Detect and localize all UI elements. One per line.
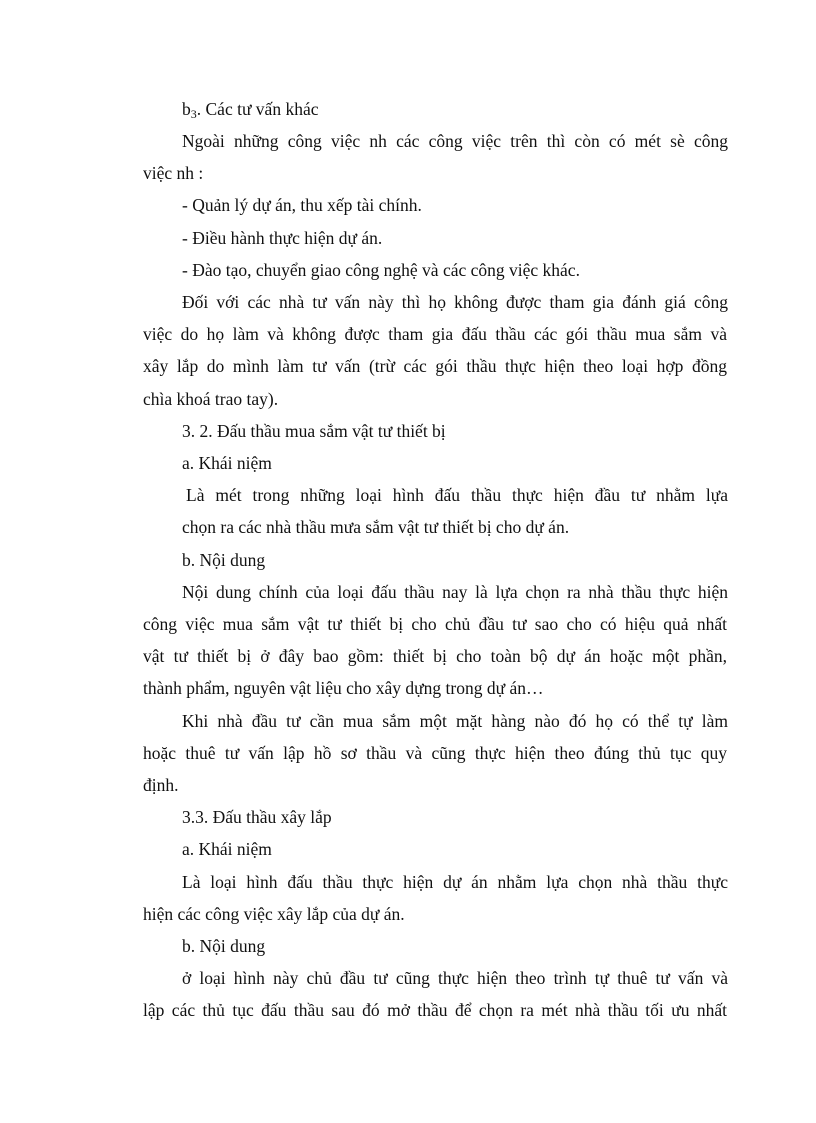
paragraph-line: thành phẩm, nguyên vật liệu cho xây dựng trong dự án… [143, 678, 544, 698]
bullet-item: - Điều hành thực hiện dự án. [182, 228, 383, 248]
heading-b3-prefix: b [182, 99, 191, 119]
section-3-2-title: 3. 2. Đấu thầu mua sắm vật tư thiết bị [182, 421, 446, 441]
section-3-2-a-heading: a. Khái niệm [182, 453, 272, 473]
section-3-3-b-heading: b. Nội dung [182, 936, 266, 956]
bullet-item: - Đào tạo, chuyển giao công nghệ và các công việc khác. [182, 260, 580, 280]
paragraph-line: hiện các công việc xây lắp của dự án. [143, 904, 405, 924]
heading-b3 [182, 98, 318, 120]
paragraph-line: Là loại hình đấu thầu thực hiện dự án nhằm lựa chọn nhà thầu thực [182, 872, 728, 892]
paragraph-line: công việc mua sắm vật tư thiết bị cho chủ đầu tư sao cho có hiệu quả nhất [143, 614, 727, 634]
paragraph-line: Là mét trong những loại hình đấu thầu thực hiện đầu tư nhằm lựa [186, 485, 728, 505]
section-3-3-a-heading: a. Khái niệm [182, 839, 272, 859]
paragraph-line: lập các thủ tục đấu thầu sau đó mở thầu để chọn ra mét nhà thầu tối ưu nhất [143, 1000, 727, 1020]
bullet-item: - Quản lý dự án, thu xếp tài chính. [182, 195, 422, 215]
paragraph-line: Khi nhà đầu tư cần mua sắm một mặt hàng nào đó họ có thể tự làm [182, 711, 728, 731]
heading-b3-text: . Các tư vấn khác [196, 99, 319, 119]
paragraph-line: vật tư thiết bị ở đây bao gồm: thiết bị cho toàn bộ dự án hoặc một phần, [143, 646, 727, 666]
paragraph-line: chọn ra các nhà thầu mưa sắm vật tư thiết bị cho dự án. [182, 517, 570, 537]
paragraph-line: chìa khoá trao tay). [143, 389, 279, 409]
paragraph-line: ở loại hình này chủ đầu tư cũng thực hiện theo trình tự thuê tư vấn và [182, 968, 728, 988]
heading-b3-subscript: 3 [190, 107, 197, 121]
paragraph-line: xây lắp do mình làm tư vấn (trừ các gói thầu thực hiện theo loại hợp đồng [143, 356, 727, 376]
paragraph-line: việc do họ làm và không được tham gia đấu thầu các gói thầu mua sắm và [143, 324, 727, 344]
section-3-2-b-heading: b. Nội dung [182, 550, 266, 570]
paragraph-line: định. [143, 775, 179, 795]
paragraph-line: hoặc thuê tư vấn lập hồ sơ thầu và cũng thực hiện theo đúng thủ tục quy [143, 743, 727, 763]
paragraph-line: việc nh : [143, 163, 204, 183]
paragraph-line: Đối với các nhà tư vấn này thì họ không được tham gia đánh giá công [182, 292, 728, 312]
paragraph-line: Ngoài những công việc nh các công việc trên thì còn có mét sè công [182, 131, 728, 151]
section-3-3-title: 3.3. Đấu thầu xây lắp [182, 807, 332, 827]
paragraph-line: Nội dung chính của loại đấu thầu nay là lựa chọn ra nhà thầu thực hiện [182, 582, 728, 602]
